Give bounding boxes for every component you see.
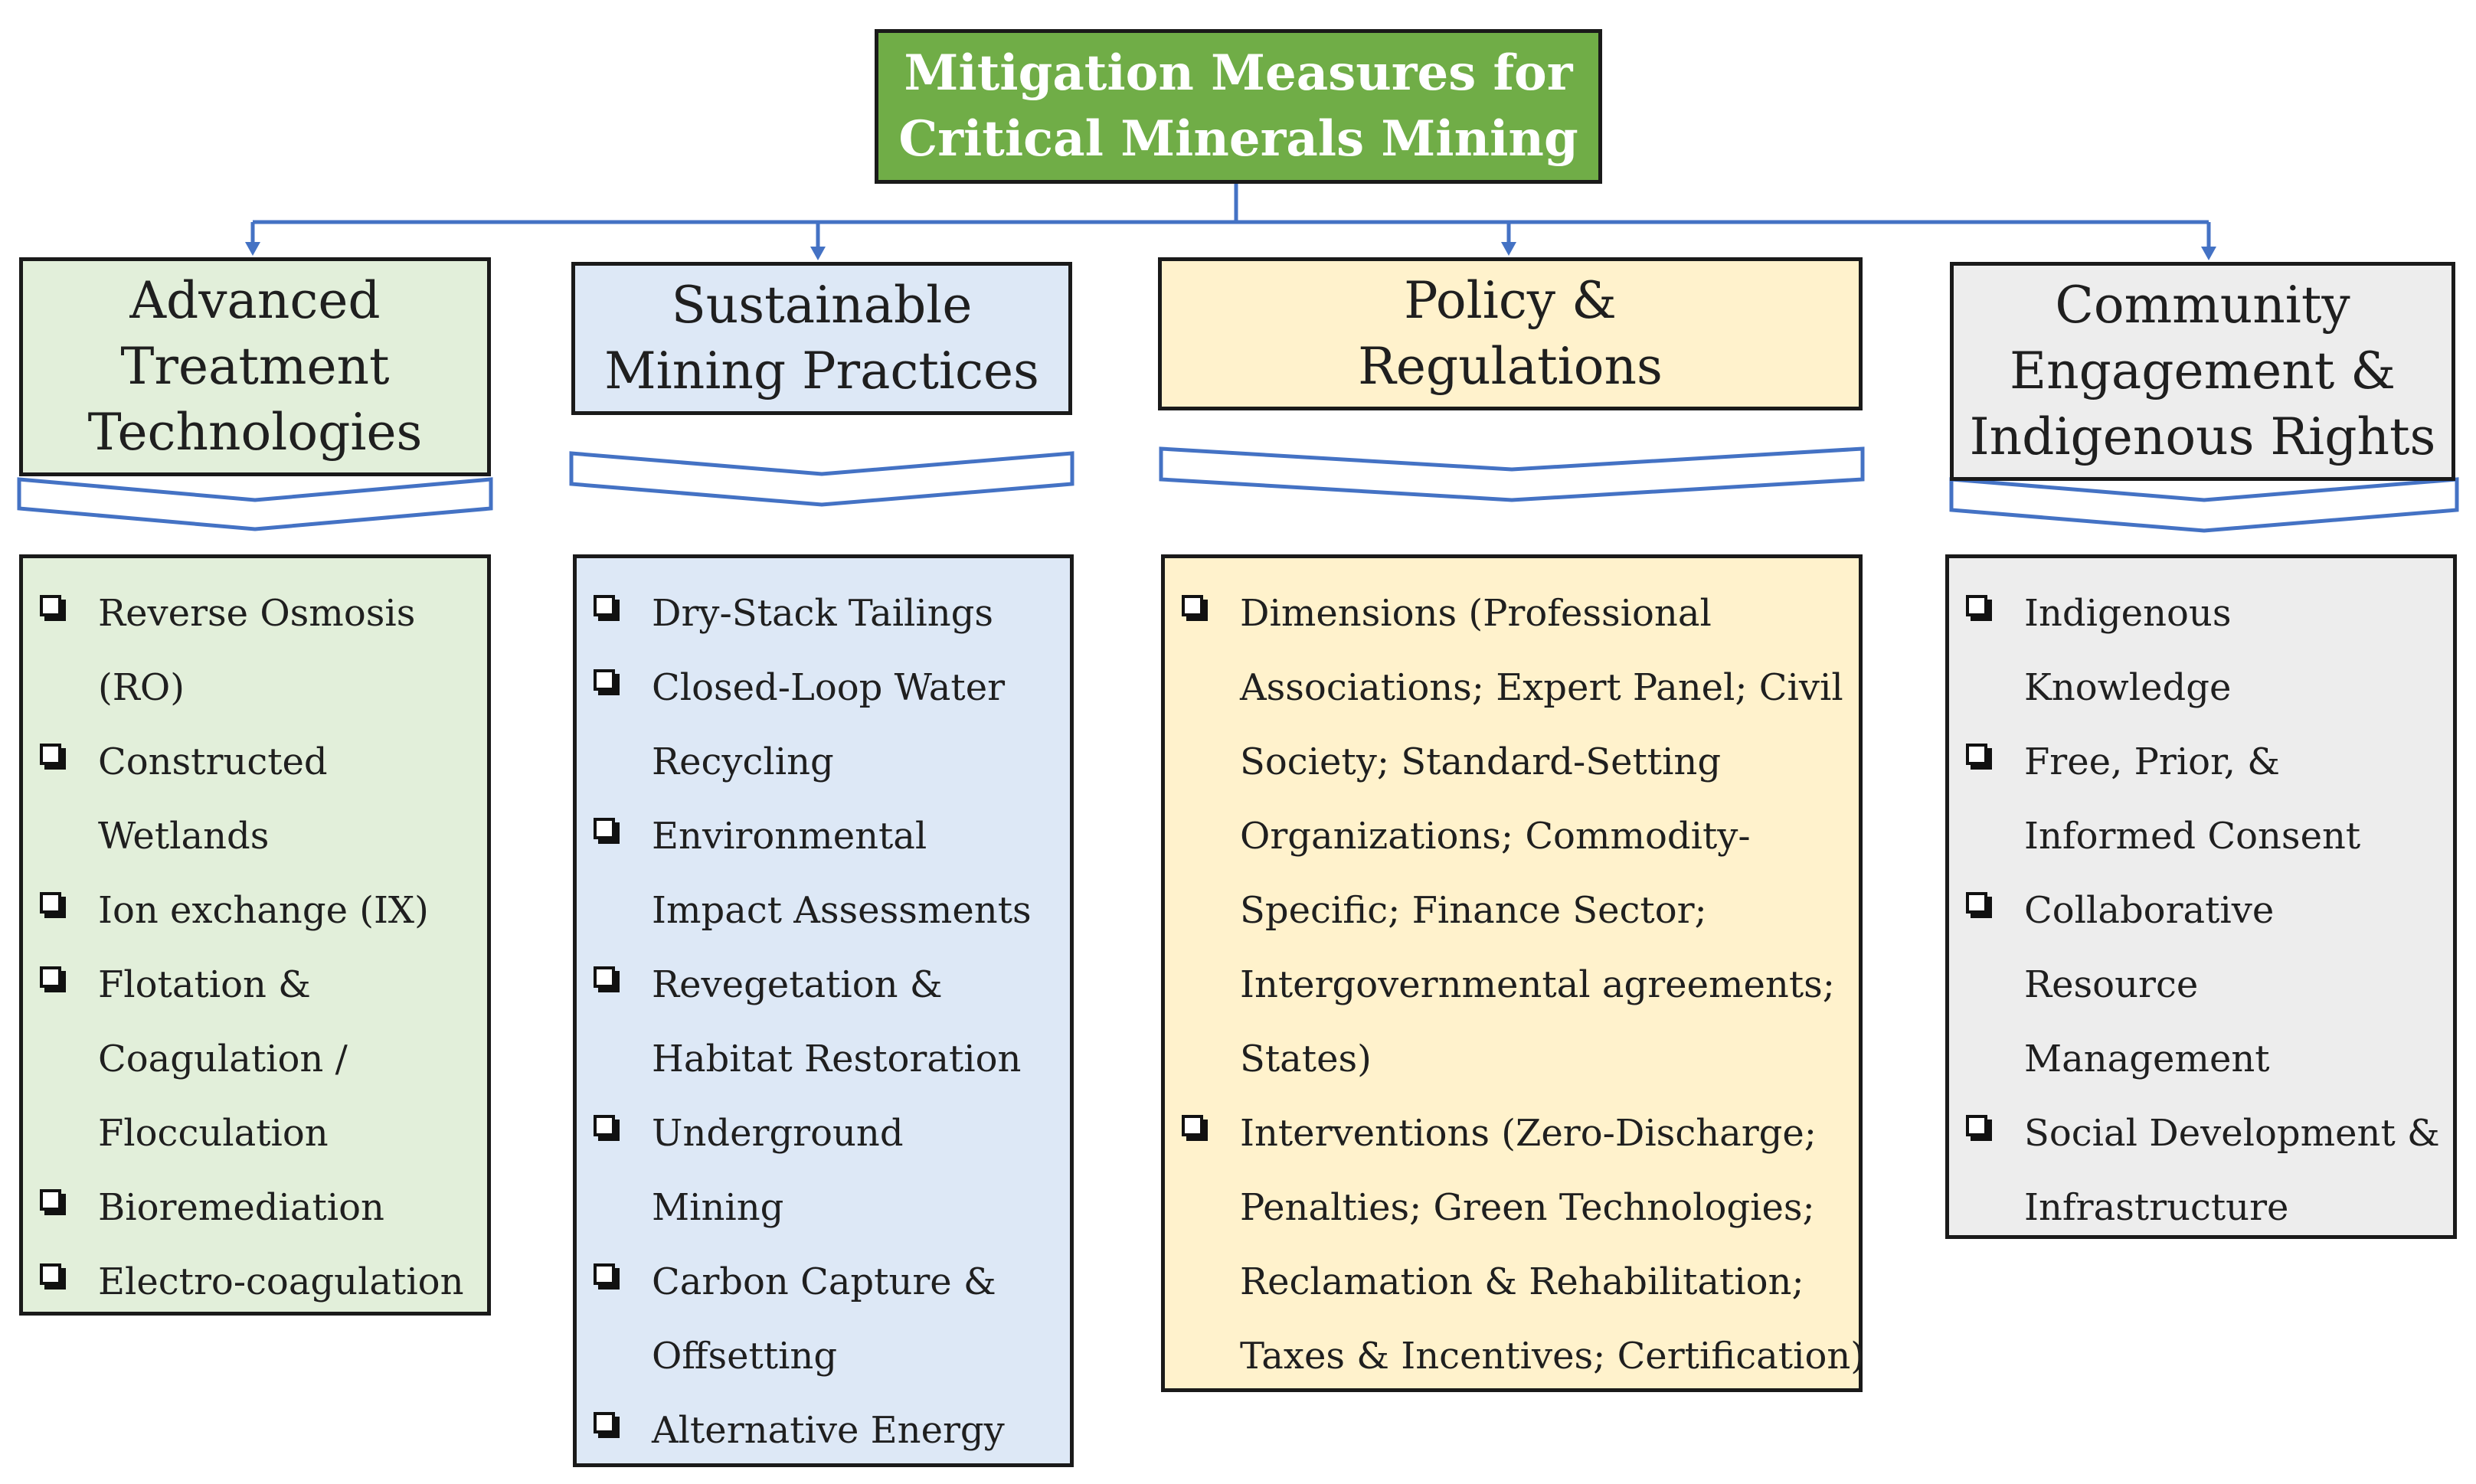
list-item-text [652, 799, 1032, 948]
list-community-engagement [1945, 554, 2457, 1239]
list-item [1966, 874, 2438, 1097]
list-item-text [2024, 577, 2231, 725]
list-item-text [652, 948, 1021, 1097]
list-item [1966, 1097, 2438, 1245]
list-item-line: Ion exchange (IX) [98, 889, 429, 932]
list-item-line: Organizations; Commodity- [1240, 815, 1751, 858]
checkbox-bullet-icon [1182, 595, 1209, 623]
list-item-line: Flocculation [98, 1112, 329, 1155]
checkbox-bullet-icon [40, 966, 67, 994]
list-item-line: (RO) [98, 666, 185, 709]
list-item-line: Resource [2024, 963, 2199, 1006]
heading-line: Indigenous Rights [1969, 407, 2436, 466]
list-item-line: Reclamation & Rehabilitation; [1240, 1260, 1804, 1303]
list-item-line: Informed Consent [2024, 815, 2361, 858]
checkbox-bullet-icon [594, 1115, 621, 1142]
heading-policy-regulations [1158, 257, 1863, 410]
heading-sustainable-mining [571, 262, 1072, 415]
list-item [594, 948, 1055, 1097]
checkbox-bullet-icon [594, 966, 621, 994]
list-item [1966, 577, 2438, 725]
list-item-text [98, 948, 348, 1171]
list-item-text [652, 651, 1005, 799]
checkbox-bullet-icon [40, 1263, 67, 1291]
arrowhead-icon [810, 247, 826, 260]
heading-line: Policy & [1404, 271, 1617, 330]
list-item-line: Management [2024, 1038, 2270, 1080]
list-item-line: Infrastructure [2024, 1186, 2289, 1229]
list-item [40, 725, 472, 874]
chevron-down-icon [19, 479, 491, 529]
list-item [40, 948, 472, 1171]
list-item [594, 1394, 1055, 1468]
root-title-line-2: Critical Minerals Mining [898, 110, 1578, 168]
list-item-text [2024, 725, 2360, 874]
checkbox-bullet-icon [40, 1189, 67, 1217]
list-item-line: Knowledge [2024, 666, 2232, 709]
list-item-line: Revegetation & [652, 963, 943, 1006]
list-item-line: Environmental [652, 815, 927, 858]
list-item-text [2024, 874, 2274, 1097]
list-item [594, 1245, 1055, 1394]
arrowhead-icon [2201, 247, 2216, 260]
list-item-line: Indigenous [2024, 592, 2232, 635]
list-policy-regulations [1161, 554, 1863, 1392]
heading-line: Advanced [129, 271, 381, 330]
list-item-text [652, 1097, 904, 1245]
checkbox-bullet-icon [1966, 892, 1994, 920]
checkbox-bullet-icon [40, 595, 67, 623]
list-item-line: Intergovernmental agreements; [1240, 963, 1835, 1006]
list-item-text [1240, 577, 1843, 1097]
heading-line: Sustainable [671, 276, 973, 335]
heading-line: Regulations [1358, 337, 1663, 396]
list-item-line: Mining [652, 1186, 784, 1229]
list-item-line: Taxes & Incentives; Certification) [1240, 1335, 1865, 1378]
list-item [1182, 1097, 1865, 1394]
list-item-line: States) [1240, 1038, 1372, 1080]
heading-line: Engagement & [2010, 342, 2396, 400]
root-title-line-1: Mitigation Measures for [904, 44, 1573, 102]
list-item-line: Flotation & [98, 963, 311, 1006]
list-item-line: Closed-Loop Water [652, 666, 1006, 709]
checkbox-bullet-icon [594, 1412, 621, 1440]
list-advanced-treatment [19, 554, 491, 1316]
list-item-line: Coagulation / [98, 1038, 348, 1080]
checkbox-bullet-icon [594, 1263, 621, 1291]
list-item-line: Social Development & [2024, 1112, 2440, 1155]
list-item-line: Associations; Expert Panel; Civil [1240, 666, 1843, 709]
list-item-line: Electro-coagulation [98, 1260, 464, 1303]
list-item [1966, 725, 2438, 874]
list-item-line: Impact Assessments [652, 889, 1032, 932]
chevron-down-icon [1161, 449, 1863, 500]
list-item [1182, 577, 1843, 1097]
checkbox-bullet-icon [1966, 595, 1994, 623]
heading-line: Community [2055, 276, 2350, 335]
checkbox-bullet-icon [1182, 1115, 1209, 1142]
chevron-down-icon [1951, 479, 2457, 531]
list-item-text [652, 1245, 996, 1394]
arrowhead-icon [245, 242, 260, 256]
checkbox-bullet-icon [1966, 1115, 1994, 1142]
list-item-line: Bioremediation [98, 1186, 384, 1229]
list-item-line: Dry-Stack Tailings [652, 592, 994, 635]
list-item [594, 577, 1055, 651]
list-item-line: Alternative Energy [652, 1409, 1005, 1452]
heading-line: Treatment [120, 337, 390, 396]
list-item-line: Underground [652, 1112, 904, 1155]
checkbox-bullet-icon [1966, 744, 1994, 771]
list-item [40, 577, 472, 725]
list-item-line: Collaborative [2024, 889, 2275, 932]
list-item-line: Reverse Osmosis [98, 592, 416, 635]
list-sustainable-mining [573, 554, 1074, 1467]
list-item-text [98, 1171, 384, 1245]
checkbox-bullet-icon [40, 744, 67, 771]
checkbox-bullet-icon [40, 892, 67, 920]
list-item-line: Penalties; Green Technologies; [1240, 1186, 1815, 1229]
list-item [40, 874, 472, 948]
list-item [594, 651, 1055, 799]
list-item-line: Free, Prior, & [2024, 740, 2280, 783]
list-item-text [652, 577, 993, 651]
arrowhead-icon [1501, 242, 1516, 256]
list-item-text [652, 1394, 1005, 1468]
heading-line: Mining Practices [604, 342, 1039, 400]
list-item-text [98, 874, 429, 948]
list-item-text [98, 725, 328, 874]
heading-community-engagement [1950, 262, 2455, 481]
checkbox-bullet-icon [594, 669, 621, 697]
chevron-down-icon [571, 453, 1072, 505]
list-item-line: Constructed [98, 740, 328, 783]
list-item-line: Wetlands [98, 815, 270, 858]
list-item-line: Interventions (Zero-Discharge; [1240, 1112, 1817, 1155]
list-item-line: Specific; Finance Sector; [1240, 889, 1707, 932]
list-item-line: Recycling [652, 740, 834, 783]
heading-advanced-treatment [19, 257, 491, 476]
list-item-text [98, 577, 415, 725]
list-item-text [1240, 1097, 1865, 1394]
list-item [594, 1097, 1055, 1245]
list-item-line: Offsetting [652, 1335, 838, 1378]
list-item-text [98, 1245, 464, 1319]
list-item-line: Dimensions (Professional [1240, 592, 1712, 635]
list-item [40, 1171, 472, 1245]
checkbox-bullet-icon [594, 818, 621, 845]
heading-line: Technologies [87, 403, 423, 462]
list-item-line: Carbon Capture & [652, 1260, 996, 1303]
list-item-line: Habitat Restoration [652, 1038, 1022, 1080]
list-item [594, 799, 1055, 948]
list-item-text [2024, 1097, 2440, 1245]
list-item [40, 1245, 472, 1319]
checkbox-bullet-icon [594, 595, 621, 623]
list-item-line: Society; Standard-Setting [1240, 740, 1722, 783]
